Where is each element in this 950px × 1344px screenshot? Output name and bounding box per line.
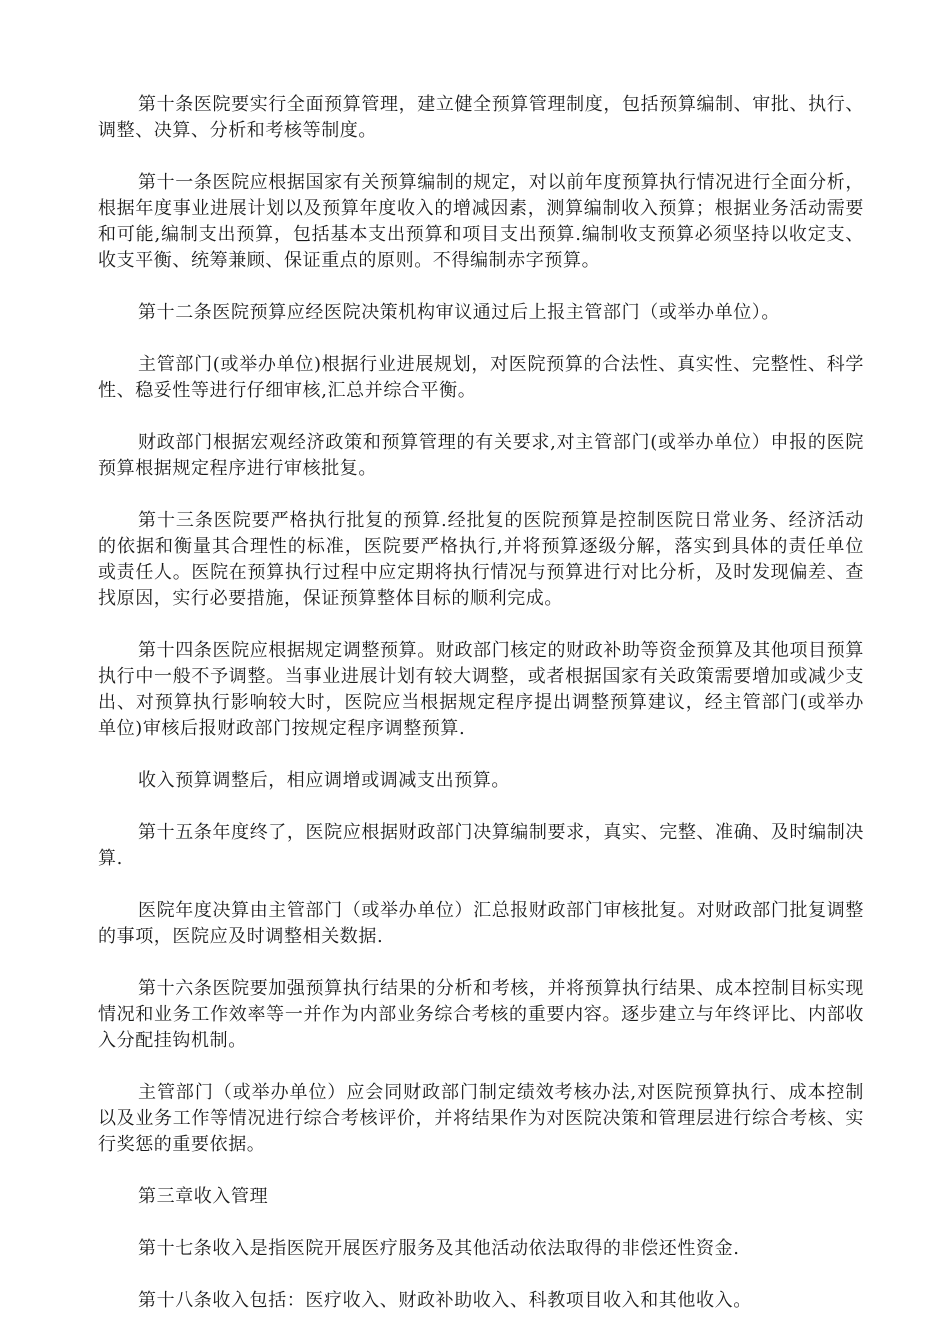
- paragraph-income-adjustment: 收入预算调整后，相应调增或调减支出预算。: [138, 770, 510, 791]
- paragraph-article-18: 第十八条收入包括：医疗收入、财政补助收入、科教项目收入和其他收入。: [138, 1290, 752, 1311]
- paragraph-supervisor-review: 主管部门(或举办单位)根据行业进展规划，对医院预算的合法性、真实性、完整性、科学性、稳妥性等进行仔细审核,汇总并综合平衡。: [98, 354, 864, 401]
- paragraph-article-12: 第十二条医院预算应经医院决策机构审议通过后上报主管部门（或举办单位）。: [138, 302, 780, 323]
- document-body: [98, 92, 864, 1340]
- paragraph-article-10: 第十条医院要实行全面预算管理，建立健全预算管理制度，包括预算编制、审批、执行、调整、决算、分析和考核等制度。: [98, 94, 864, 141]
- paragraph-performance-assessment: 主管部门（或举办单位）应会同财政部门制定绩效考核办法,对医院预算执行、成本控制以及业务工作等情况进行综合考核评价，并将结果作为对医院决策和管理层进行综合考核、实行奖惩的重要依据。: [98, 1082, 864, 1155]
- paragraph-article-15: 第十五条年度终了，医院应根据财政部门决算编制要求，真实、完整、准确、及时编制决算.: [98, 822, 864, 869]
- paragraph-finance-approval: 财政部门根据宏观经济政策和预算管理的有关要求,对主管部门(或举办单位）申报的医院预算根据规定程序进行审核批复。: [98, 432, 864, 479]
- paragraph-article-17: 第十七条收入是指医院开展医疗服务及其他活动依法取得的非偿还性资金.: [138, 1238, 740, 1259]
- paragraph-article-14: 第十四条医院应根据规定调整预算。财政部门核定的财政补助等资金预算及其他项目预算执行中一般不予调整。当事业进展计划有较大调整，或者根据国家有关政策需要增加或减少支出、对预算执行影响较大时，医院应当根据规定程序提出调整预算建议，经主管部门(或举办单位)审核后报财政部门按规定程序调整预算.: [98, 640, 864, 739]
- paragraph-article-13: 第十三条医院要严格执行批复的预算.经批复的医院预算是控制医院日常业务、经济活动的依据和衡量其合理性的标准，医院要严格执行,并将预算逐级分解，落实到具体的责任单位或责任人。医院在预算执行过程中应定期将执行情况与预算进行对比分析，及时发现偏差、查找原因，实行必要措施，保证预算整体目标的顺利完成。: [98, 510, 864, 609]
- paragraph-article-11: 第十一条医院应根据国家有关预算编制的规定，对以前年度预算执行情况进行全面分析，根据年度事业进展计划以及预算年度收入的增减因素，测算编制收入预算；根据业务活动需要和可能,编制支出预算，包括基本支出预算和项目支出预算.编制收支预算必须坚持以收定支、收支平衡、统筹兼顾、保证重点的原则。不得编制赤字预算。: [98, 172, 864, 271]
- paragraph-article-16: 第十六条医院要加强预算执行结果的分析和考核，并将预算执行结果、成本控制目标实现情况和业务工作效率等一并作为内部业务综合考核的重要内容。逐步建立与年终评比、内部收入分配挂钩机制。: [98, 978, 864, 1051]
- chapter-heading: 第三章收入管理: [138, 1186, 269, 1207]
- paragraph-annual-final-accounts: 医院年度决算由主管部门（或举办单位）汇总报财政部门审核批复。对财政部门批复调整的事项，医院应及时调整相关数据.: [98, 900, 864, 947]
